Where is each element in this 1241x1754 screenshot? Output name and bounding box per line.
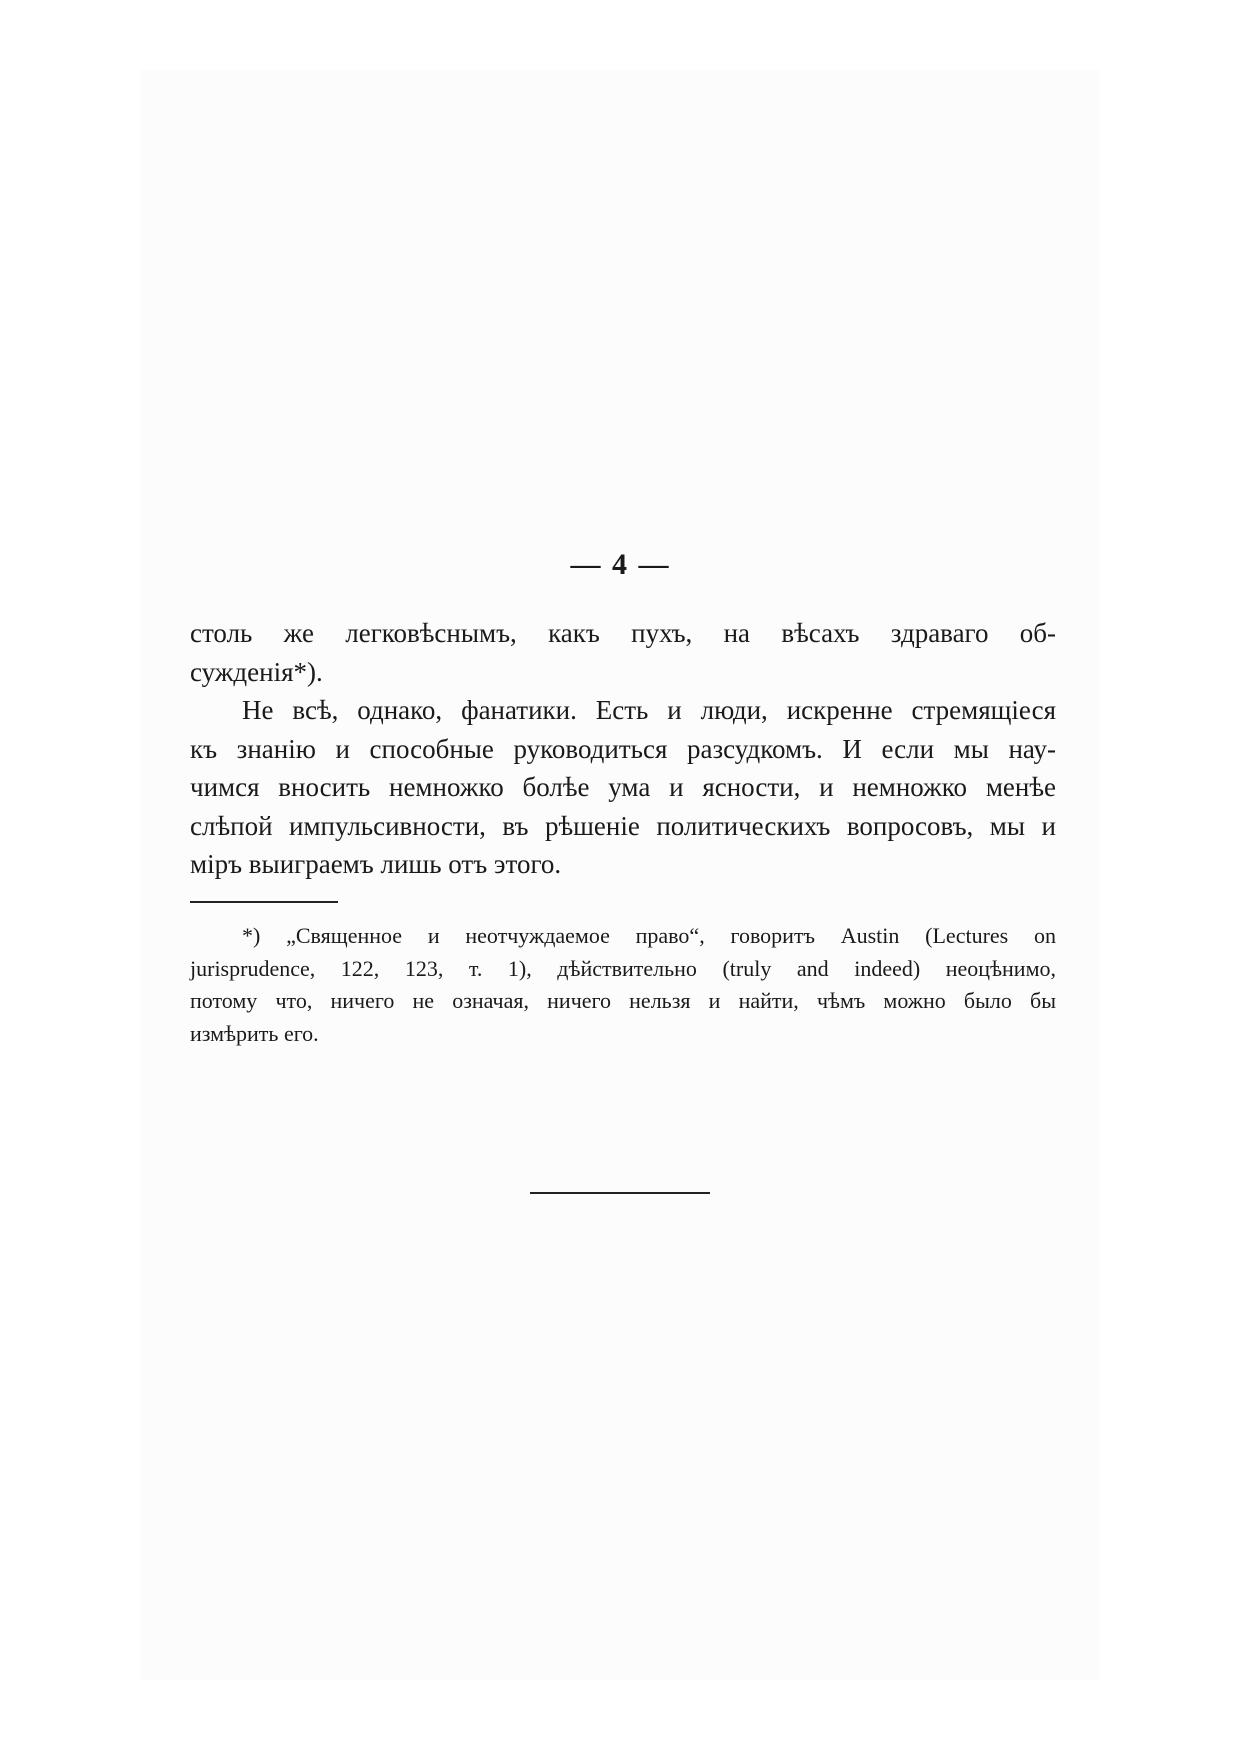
end-divider	[530, 1192, 710, 1194]
text-line: слѣпой импульсивности, въ рѣшеніе политическихъ вопросовъ, мы и	[190, 810, 1056, 841]
text-line: чимся вносить немножко болѣе ума и ясности, и немножко менѣе	[190, 772, 1056, 802]
footnote-divider	[190, 901, 338, 903]
text-line: сужденія*).	[190, 656, 323, 687]
text-line: къ знанію и способные руководиться разсудкомъ. И если мы нау-	[190, 733, 1056, 764]
footnote-line: jurisprudence, 122, 123, т. 1), дѣйствительно (truly and indeed) неоцѣнимо,	[190, 955, 1056, 981]
footnote	[190, 920, 1056, 1050]
main-text	[190, 614, 1056, 884]
footnote-line: измѣрить его.	[190, 1020, 319, 1046]
text-line: Не всѣ, однако, фанатики. Есть и люди, искренне стремящіеся	[242, 695, 1056, 725]
page-number: — 4 —	[570, 548, 671, 581]
footnote-line: *) „Священное и неотчуждаемое право“, говоритъ Austin (Lectures on	[242, 923, 1056, 948]
footnote-line: потому что, ничего не означая, ничего нельзя и найти, чѣмъ можно было бы	[190, 988, 1056, 1013]
text-line: міръ выиграемъ лишь отъ этого.	[190, 849, 562, 879]
text-line: столь же легковѣснымъ, какъ пухъ, на вѣсахъ здраваго об-	[190, 618, 1056, 648]
